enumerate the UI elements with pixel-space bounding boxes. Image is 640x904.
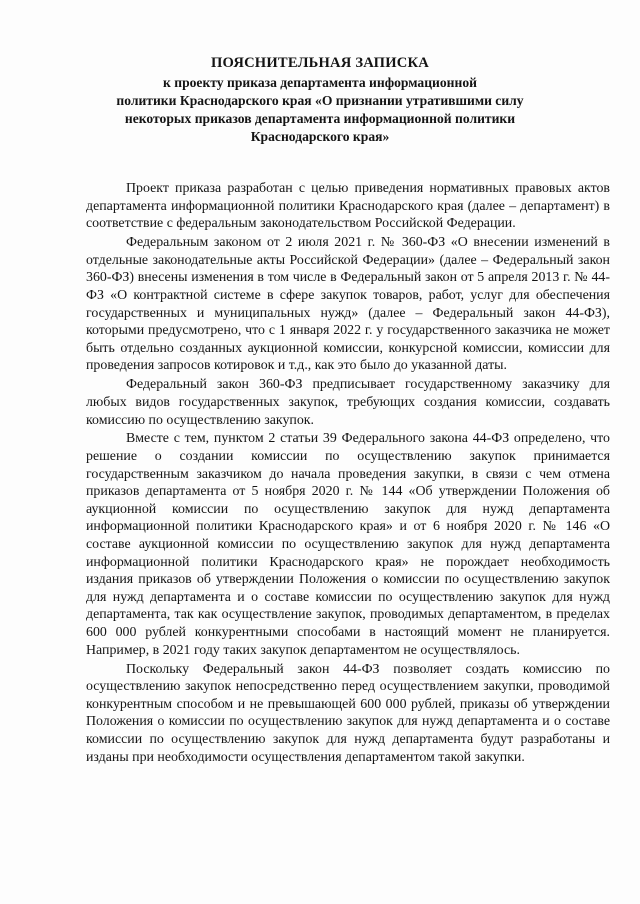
document-subtitle-line: некоторых приказов департамента информационной политики xyxy=(124,111,516,126)
body-paragraph: Проект приказа разработан с целью приведения нормативных правовых актов департамента информационной политики Краснодарского края (далее – департамент) в соответствие с федеральным законодательством Российской Федерации. xyxy=(86,181,610,232)
document-title: ПОЯСНИТЕЛЬНАЯ ЗАПИСКА xyxy=(210,55,430,71)
body-paragraph: Федеральным законом от 2 июля 2021 г. № 360-ФЗ «О внесении изменений в отдельные законодательные акты Российской Федерации» (далее – Федеральный закон 360-ФЗ) внесены изменения в том числе в Федеральный закон от 5 апреля 2013 г. № 44-ФЗ «О контрактной системе в сфере закупок товаров, работ, услуг для обеспечения государственных и муниципальных нужд» (далее – Федеральный закон 44-ФЗ), которыми предусмотрено, что с 1 января 2022 г. у государственного заказчика не может быть отдельно созданных аукционной комиссии, конкурсной комиссии, комиссии для проведения запросов котировок и т.д., как это было до указанной даты. xyxy=(86,235,610,374)
body-paragraph: Федеральный закон 360-ФЗ предписывает государственному заказчику для любых видов государственных закупок, требующих создания комиссии, создавать комиссию по осуществлению закупок. xyxy=(86,377,610,428)
body-paragraph: Вместе с тем, пунктом 2 статьи 39 Федерального закона 44-ФЗ определено, что решение о создании комиссии по осуществлению закупок принимается государственным заказчиком до начала проведения закупки, в связи с чем отмена приказов департамента от 5 ноября 2020 г. № 144 «Об утверждении Положения об аукционной комиссии по осуществлению закупок для нужд департамента информационной политики Краснодарского края» и от 6 ноября 2020 г. № 146 «О составе аукционной комиссии по осуществлению закупок для нужд департамента информационной политики Краснодарского края» не порождает необходимость издания приказов об утверждении Положения о комиссии по осуществлению закупок для нужд департамента и о составе комиссии по осуществлению закупок для нужд департамента, так как осуществление закупок, проводимых департаментом, в пределах 600 000 рублей конкурентными способами в настоящий момент не планируется. Например, в 2021 году таких закупок департаментом не осуществлялось. xyxy=(86,431,610,658)
document-subtitle-line: к проекту приказа департамента информационной xyxy=(163,75,477,90)
body-paragraph: Поскольку Федеральный закон 44-ФЗ позволяет создать комиссию по осуществлению закупок непосредственно перед осуществлением закупки, проводимой конкурентным способом и не превышающей 600 000 рублей, приказы об утверждении Положения о комиссии по осуществлению закупок для нужд департамента и о составе комиссии по осуществлению закупок для нужд департамента будут разработаны и изданы при необходимости осуществления департаментом такой закупки. xyxy=(86,661,610,765)
document-body xyxy=(86,180,610,768)
document-subtitle-line: политики Краснодарского края «О признании утратившими силу xyxy=(116,93,524,108)
document-subtitle-line: Краснодарского края» xyxy=(250,129,390,144)
document-header xyxy=(70,52,570,146)
